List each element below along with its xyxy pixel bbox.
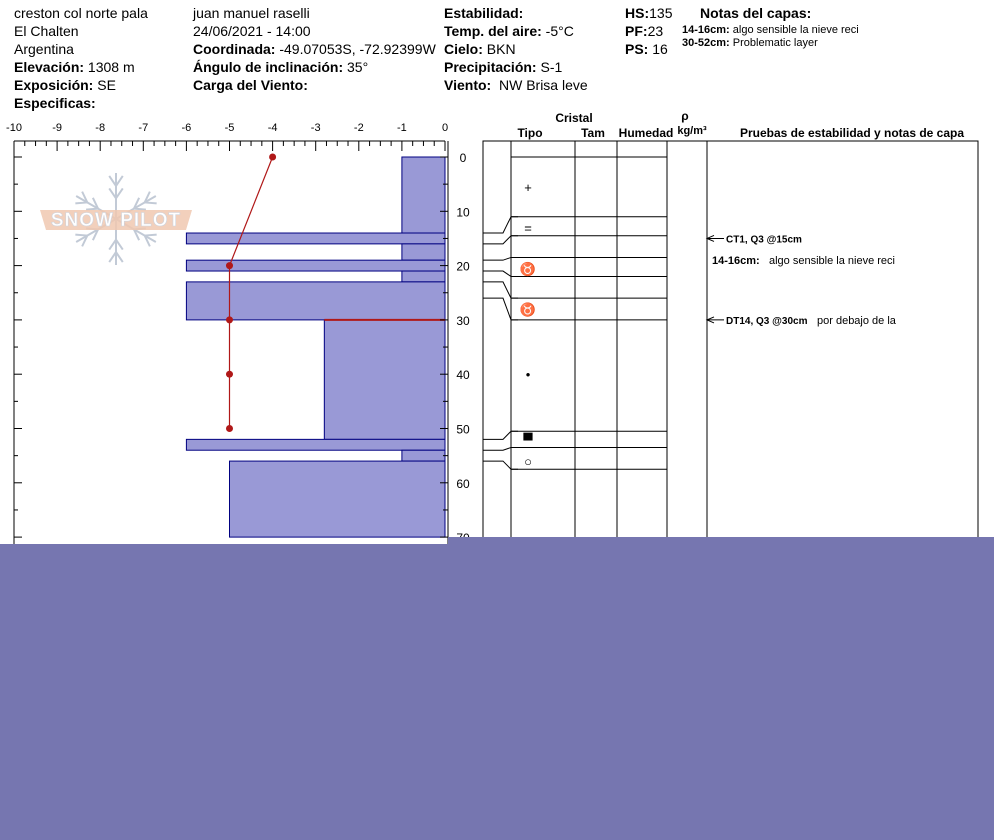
crystal-symbol-1: = <box>524 220 532 236</box>
crystal-symbol-4: • <box>525 367 531 383</box>
y-tick-label-0: 0 <box>459 151 467 165</box>
coordinates: Coordinada: -49.07053S, -72.92399W <box>193 41 436 57</box>
hardness-profile <box>186 157 445 537</box>
ps: PS: 16 <box>625 41 668 57</box>
snowflake-branch <box>116 252 123 262</box>
snowflake-branch <box>145 202 157 203</box>
observer: juan manuel raselli <box>193 5 310 21</box>
slope-angle: Ángulo de inclinación: 35° <box>193 59 369 75</box>
stability-test-label-0: CT1, Q3 @15cm <box>726 234 802 246</box>
specifics: Especificas: <box>14 95 96 111</box>
crystal-symbol-6: ○ <box>524 454 532 470</box>
table-connector-5 <box>483 298 518 320</box>
temperature-point-2 <box>226 316 233 323</box>
table-connector-0 <box>483 217 518 233</box>
x-tick-label-0: -10 <box>6 122 22 134</box>
snowflake-branch <box>116 188 123 198</box>
wind: Viento: NW Brisa leve <box>444 77 588 93</box>
overlay-panel <box>0 544 994 840</box>
hardness-bar-5 <box>186 282 445 320</box>
header-crystal: Cristal <box>555 111 593 125</box>
header-type: Tipo <box>517 126 543 140</box>
snowflake-branch <box>75 202 87 203</box>
header-density-unit: kg/m³ <box>677 125 707 137</box>
sky: Cielo: BKN <box>444 41 516 57</box>
location: creston col norte pala <box>14 5 148 21</box>
x-tick-label-8: -2 <box>353 122 364 134</box>
stability: Estabilidad: <box>444 5 524 21</box>
x-tick-label-1: -9 <box>52 122 62 134</box>
layer-notes-title: Notas del capas: <box>700 5 812 21</box>
snow-pilot-logo <box>40 173 192 265</box>
hs: HS:135 <box>625 5 673 21</box>
crystal-symbol-0: + <box>524 179 532 195</box>
table-connector-4 <box>483 282 518 298</box>
y-tick-label-6: 60 <box>456 476 470 491</box>
pf: PF:23 <box>625 23 664 39</box>
layer-annotation-range-0: 14-16cm: <box>712 255 760 268</box>
header-tests-notes: Pruebas de estabilidad y notas de capa <box>739 126 965 140</box>
x-tick-label-5: -5 <box>224 122 235 134</box>
hardness-bar-7 <box>186 439 445 450</box>
hardness-bar-9 <box>230 461 446 537</box>
snowflake-branch <box>109 176 116 186</box>
table-connector-8 <box>483 461 518 469</box>
table-connector-1 <box>483 236 518 244</box>
y-tick-label-4: 40 <box>456 368 470 383</box>
temperature-point-1 <box>226 262 233 269</box>
temperature-point-3 <box>226 371 233 378</box>
logo-text: SNOW PILOT <box>50 210 182 231</box>
crystal-symbol-3: ♉ <box>519 302 537 318</box>
x-tick-label-4: -6 <box>181 122 192 134</box>
header-rho: ρ <box>681 109 689 123</box>
x-tick-label-2: -8 <box>95 122 106 134</box>
datetime: 24/06/2021 - 14:00 <box>193 23 311 39</box>
layer-note-1: 14-16cm: algo sensible la nieve reci <box>682 24 859 36</box>
hardness-bar-0 <box>402 157 445 233</box>
crystal-table <box>483 109 978 538</box>
hardness-bar-2 <box>402 244 445 260</box>
temperature-point-0 <box>269 154 276 161</box>
wind-load: Carga del Viento: <box>193 77 308 93</box>
y-tick-label-1: 10 <box>456 205 470 220</box>
elevation: Elevación: 1308 m <box>14 59 135 75</box>
x-tick-label-10: 0 <box>441 122 449 134</box>
header-humidity: Humedad <box>618 126 674 140</box>
snowflake-branch <box>109 188 116 198</box>
header-size: Tam <box>581 126 605 140</box>
table-connector-7 <box>483 448 518 451</box>
hardness-bar-8 <box>402 450 445 461</box>
precipitation: Precipitación: S-1 <box>444 59 563 75</box>
snowflake-branch <box>109 252 116 262</box>
y-tick-label-2: 20 <box>456 259 470 274</box>
temperature-point-4 <box>226 425 233 432</box>
aspect: Exposición: SE <box>14 77 116 93</box>
x-tick-label-7: -3 <box>310 122 321 134</box>
layer-annotation-text-0: algo sensible la nieve reci <box>769 255 895 268</box>
hardness-bar-6 <box>324 320 445 439</box>
stability-test-label-1: DT14, Q3 @30cm <box>726 315 808 327</box>
country: Argentina <box>14 41 74 57</box>
crystal-symbol-5: ▀ <box>523 432 533 448</box>
x-tick-label-6: -4 <box>267 122 278 134</box>
air-temp: Temp. del aire: -5°C <box>444 23 574 39</box>
layer-note-2: 30-52cm: Problematic layer <box>682 37 818 49</box>
y-tick-label-3: 30 <box>456 313 470 328</box>
snowflake-branch <box>145 235 157 236</box>
x-tick-label-9: -1 <box>397 122 407 134</box>
crystal-symbol-2: ♉ <box>519 261 537 277</box>
snowflake-branch <box>116 176 123 186</box>
y-tick-label-5: 50 <box>456 422 470 437</box>
table-connector-6 <box>483 431 518 439</box>
snowflake-branch <box>75 235 87 236</box>
snowflake-branch <box>109 240 116 250</box>
table-border <box>483 141 978 538</box>
x-tick-label-3: -7 <box>138 122 149 134</box>
table-connector-3 <box>483 271 518 276</box>
snowflake-branch <box>116 240 123 250</box>
hardness-bar-3 <box>186 260 445 271</box>
hardness-bar-4 <box>402 271 445 282</box>
region: El Chalten <box>14 23 79 39</box>
stability-test-note-1: por debajo de la <box>817 314 896 327</box>
hardness-bar-1 <box>186 233 445 244</box>
table-connector-2 <box>483 257 518 260</box>
